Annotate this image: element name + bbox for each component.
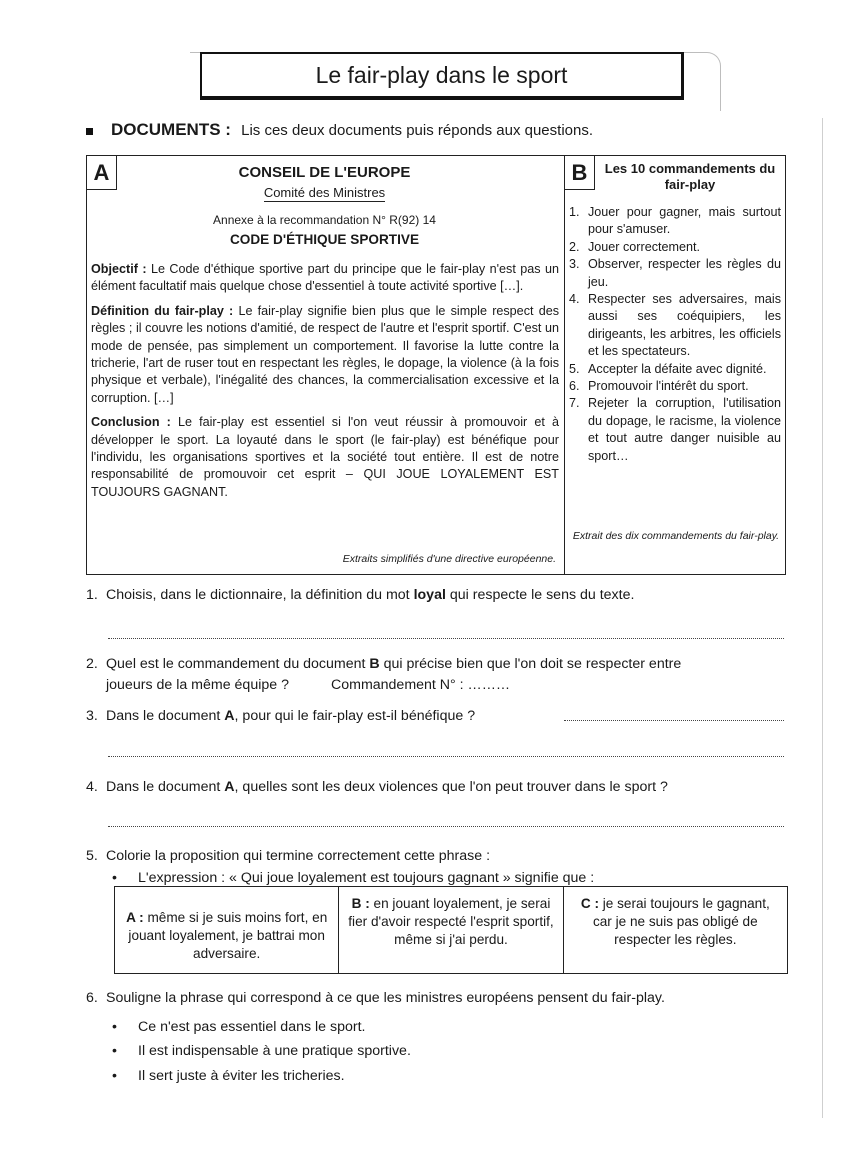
doc-a-body [91,261,559,508]
documents-frame [86,155,786,575]
documents-label: DOCUMENTS : [111,120,231,139]
question-3: 3. Dans le document A, pour qui le fair-play est-il bénéfique ? [86,708,476,724]
page-title: Le fair-play dans le sport [315,61,568,88]
answer-line-1[interactable] [108,638,784,639]
documents-text: Lis ces deux documents puis réponds aux questions. [241,122,594,139]
doc-a-conclusion: Conclusion : Le fair-play est essentiel si l'on veut réussir à promouvoir et à développer le sport. La loyauté dans le sport (le fair-play) est bénéfique pour l'individu, les organisations sportives et la société tout entière. Il est de notre responsabilité de promouvoir cet esprit – QUI JOUE LOYALEMENT EST TOUJOURS GAGNANT. [91,415,559,499]
question-6-option-3[interactable]: • Il sert juste à éviter les tricheries. [112,1068,345,1084]
answer-line-3a[interactable] [564,720,784,721]
document-a [87,156,565,574]
doc-a-org: CONSEIL DE L'EUROPE [238,164,411,181]
option-c[interactable]: C : je serai toujours le gagnant, car je ne suis pas obligé de respecter les règles. [563,887,787,973]
doc-a-code-title: CODE D'ÉTHIQUE SPORTIVE [229,232,420,247]
list-item: 3. Observer, respecter les règles du jeu. [569,257,781,289]
page-edge [822,118,823,1118]
doc-b-source: Extrait des dix commandements du fair-play. [572,530,780,542]
doc-a-committee: Comité des Ministres [263,185,386,200]
question-1: 1. Choisis, dans le dictionnaire, la définition du mot loyal qui respecte le sens du texte. [86,587,635,603]
list-item: 7. Rejeter la corruption, l'utilisation du dopage, le racisme, la violence et tout autre danger nuisible au sport… [569,396,781,463]
doc-b-title: Les 10 commandements du fair-play [604,161,776,192]
doc-a-source: Extraits simplifiés d'une directive européenne. [342,553,556,565]
question-2-line2: joueurs de la même équipe ? Commandement N° : ……… [106,677,511,693]
question-5-bullet: • L'expression : « Qui joue loyalement est toujours gagnant » signifie que : [112,870,594,886]
options-table [114,886,788,974]
list-item: 5. Accepter la défaite avec dignité. [569,361,767,376]
question-5: 5. Colorie la proposition qui termine correctement cette phrase : [86,848,491,864]
doc-a-definition: Définition du fair-play : Le fair-play signifie bien plus que le simple respect des règles ; il couvre les notions d'amitié, de respect de l'autre et l'esprit sportif. C'est un mode de pensée, pas simplement un comportement. Il favorise la lutte contre la tricherie, l'art de ruser tout en respectant les règles, le dopage, la violence (à la fois physique et verbale), l'inégalité des chances, la commercialisation excessive et la corruption. […] [91,303,559,405]
answer-line-4[interactable] [108,826,784,827]
question-6: 6. Souligne la phrase qui correspond à ce que les ministres européens pensent du fair-play. [86,990,665,1006]
list-item: 2. Jouer correctement. [569,239,700,254]
option-a[interactable]: A : même si je suis moins fort, en jouant loyalement, je battrai mon adversaire. [126,910,328,961]
title-box [200,52,684,100]
commandement-answer[interactable]: Commandement N° : ……… [330,677,511,693]
question-4: 4. Dans le document A, quelles sont les deux violences que l'on peut trouver dans le sport ? [86,779,668,795]
question-6-option-2[interactable]: • Il est indispensable à une pratique sportive. [112,1043,411,1059]
document-b-letter: B [565,156,595,190]
list-item: 6. Promouvoir l'intérêt du sport. [569,379,749,394]
doc-a-annex: Annexe à la recommandation N° R(92) 14 [213,213,436,227]
document-b [565,156,785,574]
documents-instruction [86,120,593,140]
list-item: 4. Respecter ses adversaires, mais aussi ses coéquipiers, les dirigeants, les arbitres, les officiels et les spectateurs. [569,292,781,359]
commandments-list [569,204,781,465]
document-a-letter: A [87,156,117,190]
list-item: 1. Jouer pour gagner, mais surtout pour s'amuser. [569,205,781,237]
option-b[interactable]: B : en jouant loyalement, je serai fier d'avoir respecté l'esprit sportif, même si j'ai perdu. [338,887,562,973]
square-bullet-icon [86,128,93,135]
question-2: 2. Quel est le commandement du document B qui précise bien que l'on doit se respecter entre [86,656,682,672]
question-6-option-1[interactable]: • Ce n'est pas essentiel dans le sport. [112,1019,365,1035]
doc-a-objectif: Objectif : Le Code d'éthique sportive part du principe que le fair-play n'est pas un élément facultatif mais quelque chose d'essentiel à toute activité sportive […]. [91,262,559,294]
answer-line-3b[interactable] [108,756,784,757]
